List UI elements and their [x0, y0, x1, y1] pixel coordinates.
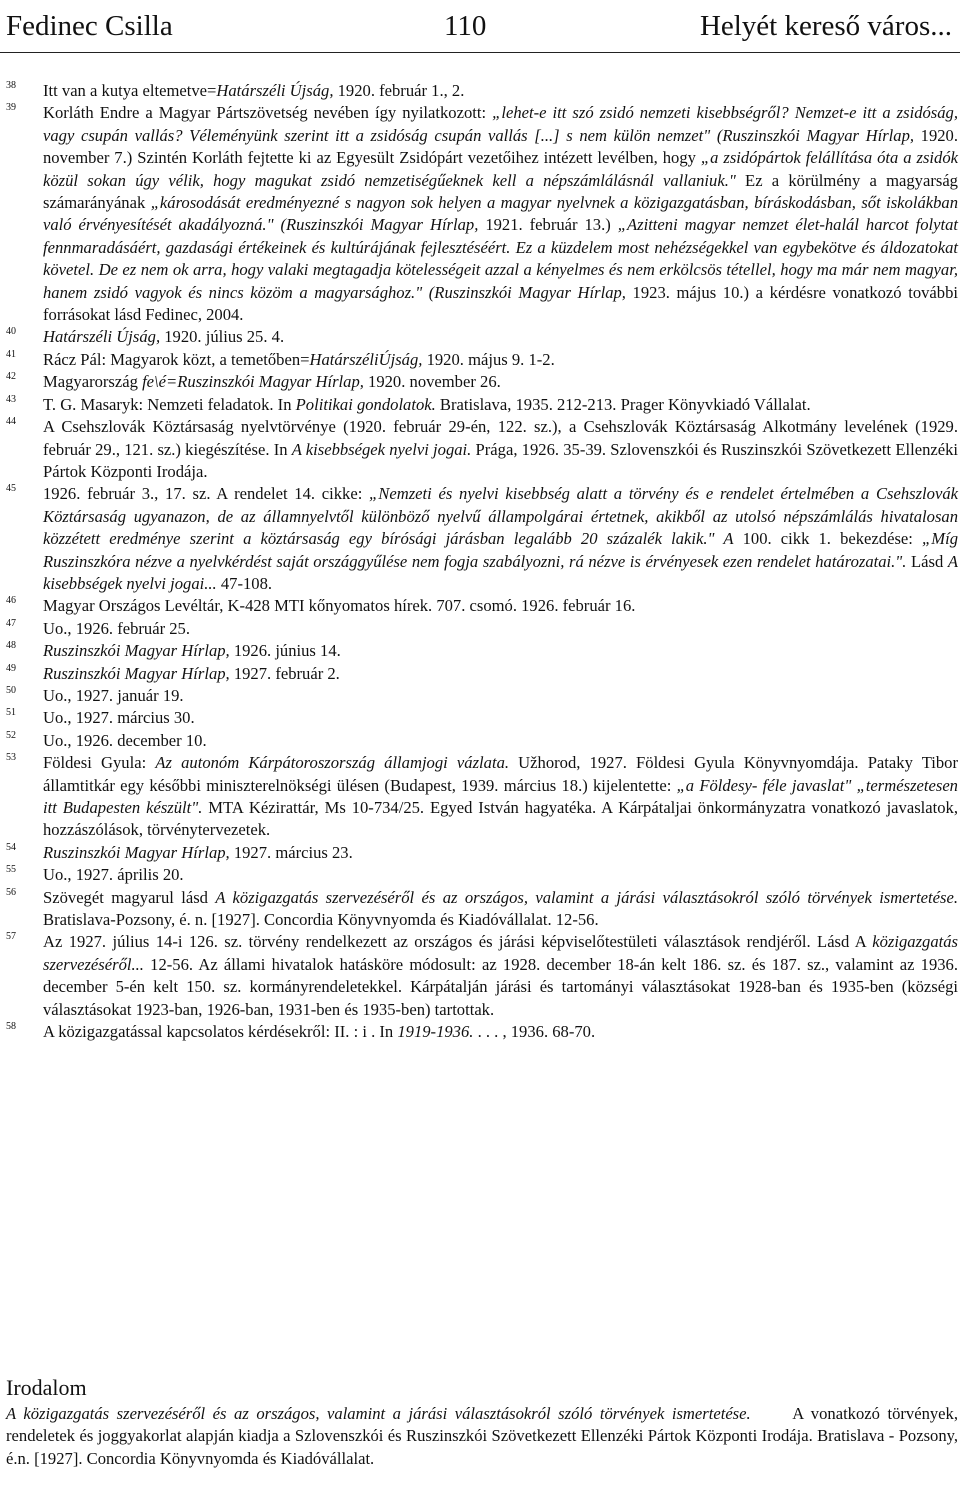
text-segment: Uo., 1926. december 10.: [43, 730, 207, 750]
text-segment: Szövegét magyarul lásd: [43, 887, 216, 907]
italic-segment: A kisebbségek nyelvi jogai...: [43, 551, 958, 593]
footnote-38: [0, 80, 960, 102]
footnote-58: [0, 1021, 960, 1043]
text-segment: A közigazgatással kapcsolatos kérdésekről: II. : i . In: [43, 1022, 398, 1042]
footnote-number: 42: [6, 371, 16, 383]
text-segment: 1926. június 14.: [229, 641, 341, 661]
italic-segment: A közigazgatás szervezéséről és az országos, valamint a járási választásokról szóló törvények ismertetése.: [215, 887, 958, 907]
text-segment: Az 1927. július 14-i 126. sz. törvény rendelkezett az országos és járási képviselőtestületi választások rendjéről. Lásd A: [43, 932, 873, 952]
italic-segment: „károsodását eredményezné s nagyon sok helyen a magyar nyelvnek a közigazgatásban, bíráskodásban, sőt iskolákban való érvényesítését akadályozná." (Ruszinszkói Magyar Hírlap,: [43, 193, 958, 235]
italic-segment: „lehet-e itt szó zsidó nemzeti kisebbségről? Nemzet-e itt a zsidóság, vagy csupán vallás? Véleményünk szerint itt a zsidóság csupán vallás [...] s nem külön nemzet" (Ruszinszkói Magyar Hírlap,: [43, 103, 958, 145]
footnote-41: [0, 349, 960, 371]
footnote-39: [0, 102, 960, 326]
text-segment: 1927. március 23.: [229, 842, 353, 862]
footnote-number: 53: [6, 752, 16, 764]
literature-body: A vonatkozó törvények, rendeletek és joggyakorlat alapján kiadja a Szlovenszkói és Ruszinszkói Szövetkezett Ellenzéki Pártok Központi Irodája. Bratislava - Pozsony, é.n. [1927]. Concordia Könyvnyomda és Kiadóvállalat.: [6, 1404, 958, 1468]
footnote-text: [43, 887, 958, 932]
footnote-text: [43, 595, 958, 617]
footnote-42: [0, 371, 960, 393]
footnote-text: [43, 416, 958, 483]
footnote-48: [0, 640, 960, 662]
italic-segment: fe\é=Ruszinszkói Magyar Hírlap,: [142, 372, 364, 392]
footnote-number: 43: [6, 393, 16, 405]
text-segment: Itt van a kutya eltemetve=: [43, 81, 217, 100]
literature-title: A közigazgatás szervezéséről és az országos, valamint a járási választásokról szóló törvények ismertetése.: [6, 1404, 751, 1423]
footnote-number: 58: [6, 1021, 16, 1033]
footnote-text: [43, 349, 958, 371]
text-segment: Uo., 1927. március 30.: [43, 708, 195, 728]
footnote-number: 45: [6, 483, 16, 495]
italic-segment: Ez a küzdelem most nehézségekkel van egybekötve és áldozatokat követel. De ez nem ok arra, hogy valaki megtagadja kötelességeit azzal a kényelmes és nem erkölcsös tétellel, hogy ma már nem magyar, hanem zsidó vagyok és nincs közöm a magyarsághoz." (Ruszinszkói Magyar Hírlap,: [43, 237, 958, 302]
italic-segment: „Míg Ruszinszkóra nézve a nyelvkérdést saját országgyűlése nem fogja szabályozni, rá nézve is érvényesek ezen rendelet határozatai.".: [43, 529, 958, 571]
footnote-44: [0, 416, 960, 483]
footnote-text: [43, 326, 958, 348]
italic-segment: Ruszinszkói Magyar Hírlap,: [43, 641, 230, 661]
literature-entry: [6, 1403, 958, 1470]
footnote-47: [0, 618, 960, 640]
footnote-55: [0, 864, 960, 886]
text-segment: 1926. február 3., 17. sz. A rendelet 14. cikke:: [43, 484, 370, 504]
italic-segment: Ruszinszkói Magyar Hírlap,: [43, 842, 230, 862]
text-segment: . . . , 1936. 68-70.: [473, 1022, 596, 1042]
footnote-number: 39: [6, 102, 16, 114]
text-segment: 1920. május 9. 1-2.: [422, 349, 555, 369]
text-segment: A Csehszlovák Köztársaság nyelvtörvénye (1920. február 29-én, 122. sz.), a Csehszlovák Köztársaság Alkotmány levelének (1929. február 29., 121. sz.) kiegészítése. In: [43, 417, 958, 459]
footnote-text: [43, 618, 958, 640]
italic-segment: Határszéli Újság,: [216, 81, 334, 100]
footnote-number: 49: [6, 662, 16, 674]
italic-segment: Határszéli Újság,: [43, 327, 161, 347]
text-segment: Magyar Országos Levéltár, K-428 MTI kőnyomatos hírek. 707. csomó. 1926. február 16.: [43, 596, 636, 616]
footnotes: [0, 80, 960, 1043]
footnote-56: [0, 887, 960, 932]
text-segment: 1920. november 7.) Szintén Korláth fejtette ki az Egyesült Zsidópárt vezetőihez intézett levélben, hogy: [43, 125, 959, 168]
footnote-text: [43, 730, 958, 752]
footnote-text: [43, 394, 958, 416]
footnote-49: [0, 663, 960, 685]
footnote-text: [43, 685, 958, 707]
footnote-50: [0, 685, 960, 707]
italic-segment: „Nemzeti és nyelvi kisebbség alatt a törvény és e rendelet értelmében a Csehszlovák Köztársaság ugyanazon, de az államnyelvtől különböző nyelvű állampolgárai értetnek, akikből az utolsó népszámlálás hivatalosan közzétett eredménye szerint a köztársaság egy bírósági járásban legalább 20 százalék lakik." A: [43, 484, 958, 549]
text-segment: Korláth Endre a Magyar Pártszövetség nevében így nyilatkozott:: [43, 103, 493, 123]
footnote-text: [43, 102, 958, 326]
text-segment: Uo., 1926. február 25.: [43, 618, 191, 638]
footnote-57: [0, 931, 960, 1021]
footnote-text: [43, 842, 958, 864]
text-segment: 12-56. Az állami hivatalok hatásköre módosult: az 1928. december 18-án kelt 186. sz. és 187. sz., valamint az 1936. december 5-én kelt 150. sz. kormányrendeletekkel. Kárpátalján járási és tartományi választásokat 1928-ban és 1935-ben (községi választásokat 1923-ban, 1926-ban, 1931-ben és 1935-ben) tartottak.: [43, 954, 958, 1019]
footnote-text: [43, 864, 958, 886]
footnote-text: [43, 752, 958, 842]
footnote-number: 38: [6, 80, 16, 91]
italic-segment: „a Földesy- féle javaslat" „természetesen itt Budapesten készült".: [43, 775, 958, 817]
footnote-number: 47: [6, 617, 16, 629]
footnote-text: [43, 371, 958, 393]
text-segment: Uo., 1927. április 20.: [43, 865, 184, 885]
footnote-number: 40: [6, 326, 16, 338]
italic-segment: Politikai gondolatok.: [295, 394, 436, 414]
italic-segment: Az autonóm Kárpátoroszország államjogi vázlata.: [155, 753, 510, 773]
page-header: [0, 0, 960, 53]
italic-segment: HatárszéliÚjság,: [309, 349, 423, 369]
text-segment: Bratislava-Pozsony, é. n. [1927]. Concordia Könyvnyomda és Kiadóvállalat. 12-56.: [43, 910, 599, 930]
footnote-number: 52: [6, 729, 16, 741]
text-segment: 1921. február 13.): [478, 215, 618, 235]
footnote-45: [0, 483, 960, 595]
italic-segment: 1919-1936.: [397, 1022, 474, 1042]
footnote-text: [43, 663, 958, 685]
footnote-40: [0, 326, 960, 348]
text-segment: Magyarország: [43, 372, 143, 392]
footnote-number: 48: [6, 640, 16, 652]
footnote-text: [43, 640, 958, 662]
literature-heading: Irodalom: [6, 1375, 87, 1400]
text-segment: Lásd: [906, 551, 948, 571]
text-segment: Uo., 1927. január 19.: [43, 685, 184, 705]
italic-segment: „a zsidópártok felállítása óta a zsidók közül sokan úgy vélik, hogy magukat zsidó nemzetiségűeknek kell a népszámlálásnál vallaniuk.": [43, 148, 958, 190]
text-segment: 47-108.: [216, 573, 273, 593]
text-segment: 1920. február 1., 2.: [333, 81, 465, 100]
text-segment: Rácz Pál: Magyarok közt, a temetőben=: [43, 349, 310, 369]
footnote-52: [0, 730, 960, 752]
header-author: Fedinec Csilla: [6, 10, 173, 42]
text-segment: 100. cikk 1. bekezdése:: [733, 529, 923, 549]
italic-segment: A kisebbségek nyelvi jogai.: [291, 439, 472, 459]
page-number: 110: [444, 10, 487, 42]
italic-segment: „Azitteni magyar nemzet élet-halál harcot folytat fennmaradásáért, gazdasági értékeinek és kultúrájának fejlesztéséért.: [43, 215, 958, 257]
text-segment: Užhorod, 1927. Földesi Gyula Könyvnyomdája. Pataky Tibor államtitkár egy későbbi miniszterelnökségi ülésen (Budapest, 1939. március 18.) kijelentette:: [43, 753, 959, 795]
italic-segment: Ruszinszkói Magyar Hírlap,: [43, 663, 230, 683]
text-segment: Ez a körülmény a magyarság számarányának: [43, 170, 958, 213]
footnote-43: [0, 394, 960, 416]
footnote-number: 44: [6, 416, 16, 428]
text-segment: T. G. Masaryk: Nemzeti feladatok. In: [43, 394, 296, 414]
text-segment: Földesi Gyula:: [43, 753, 156, 773]
footnote-text: [43, 80, 958, 102]
literature-section: [0, 1373, 960, 1470]
text-segment: 1920. november 26.: [363, 372, 501, 392]
footnote-number: 57: [6, 931, 16, 943]
footnote-number: 55: [6, 864, 16, 876]
footnote-number: 46: [6, 595, 16, 607]
italic-segment: közigazgatás szervezéséről...: [43, 932, 958, 974]
header-title: Helyét kereső város...: [699, 10, 952, 42]
footnote-51: [0, 707, 960, 729]
footnote-text: [43, 707, 958, 729]
footnote-number: 50: [6, 684, 16, 696]
text-segment: 1920. július 25. 4.: [160, 327, 285, 347]
footnote-text: [43, 483, 958, 595]
text-segment: MTA Kézirattár, Ms 10-734/25. Egyed István hagyatéka. A Kárpátaljai önkormányzatra vonatkozó javaslatok, hozzászólások, törvénytervezetek.: [43, 798, 958, 840]
footnote-54: [0, 842, 960, 864]
footnote-text: [43, 931, 958, 1021]
footnote-53: [0, 752, 960, 842]
footnote-46: [0, 595, 960, 617]
footnote-number: 54: [6, 841, 16, 853]
footnote-number: 56: [6, 886, 16, 898]
footnote-text: [43, 1021, 958, 1043]
text-segment: Bratislava, 1935. 212-213. Prager Könyvkiadó Vállalat.: [435, 394, 811, 414]
text-segment: 1923. május 10.) a kérdésre vonatkozó további forrásokat lásd Fedinec, 2004.: [43, 282, 958, 325]
text-segment: 1927. február 2.: [229, 663, 340, 683]
footnote-number: 51: [6, 707, 16, 719]
footnote-number: 41: [6, 348, 16, 360]
text-segment: Prága, 1926. 35-39. Szlovenszkói és Ruszinszkói Szövetkezett Ellenzéki Pártok Központi Irodája.: [43, 439, 958, 481]
